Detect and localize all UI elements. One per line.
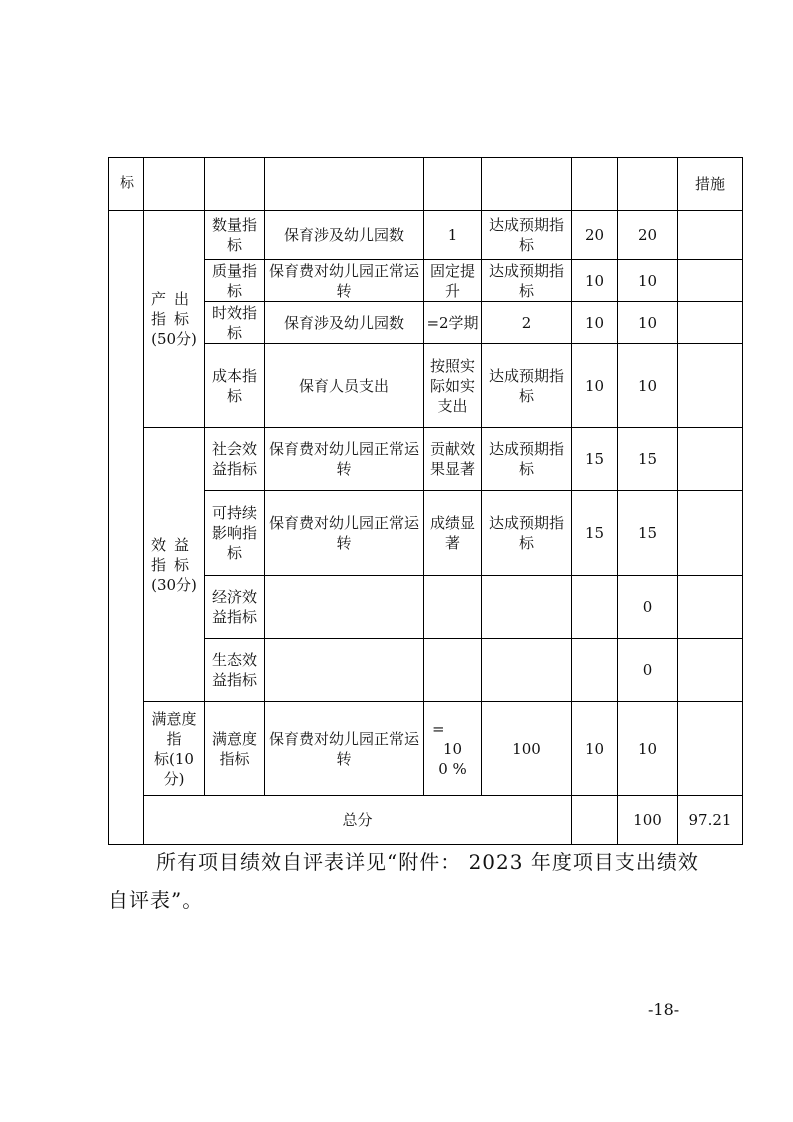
satisfaction-target: = 10 0 %	[424, 702, 482, 796]
table-row: 成本指标 保育人员支出 按照实际如实支出 达成预期指标 10 10	[109, 344, 743, 428]
measures-cell: 措施	[678, 158, 743, 211]
category-output: 产出 指标 (50分)	[144, 211, 205, 428]
table-row: 生态效益指标 0	[109, 639, 743, 702]
stub-cell: 标	[109, 158, 144, 211]
table-row: 效益 指标 (30分) 社会效益指标 保育费对幼儿园正常运转 贡献效果显著 达成预期指标 15 15	[109, 428, 743, 491]
page-number: -18-	[648, 1000, 680, 1019]
table-row: 可持续影响指标 保育费对幼儿园正常运转 成绩显著 达成预期指标 15 15	[109, 491, 743, 576]
performance-table	[108, 157, 743, 845]
table-row: 质量指标 保育费对幼儿园正常运转 固定提升 达成预期指标 10 10	[109, 260, 743, 302]
paragraph-line-1: 所有项目绩效自评表详见“附件： 2023 年度项目支出绩效	[156, 850, 699, 874]
table-row: 产出 指标 (50分) 数量指标 保育涉及幼儿园数 1 达成预期指标 20 20	[109, 211, 743, 260]
table-row-total: 总分 100 97.21	[109, 796, 743, 845]
category-benefit: 效益 指标 (30分)	[144, 428, 205, 702]
table-row: 经济效益指标 0	[109, 576, 743, 639]
table-row-header	[109, 158, 743, 211]
paragraph-line-2: 自评表”。	[108, 888, 204, 912]
table-row: 时效指标 保育涉及幼儿园数 =2学期 2 10 10	[109, 302, 743, 344]
total-label: 总分	[144, 796, 572, 845]
table-row: 满意度指 标(10分) 满意度指标 保育费对幼儿园正常运转 = 10 0 % 100 10 10	[109, 702, 743, 796]
category-satisfaction: 满意度指 标(10分)	[144, 702, 205, 796]
